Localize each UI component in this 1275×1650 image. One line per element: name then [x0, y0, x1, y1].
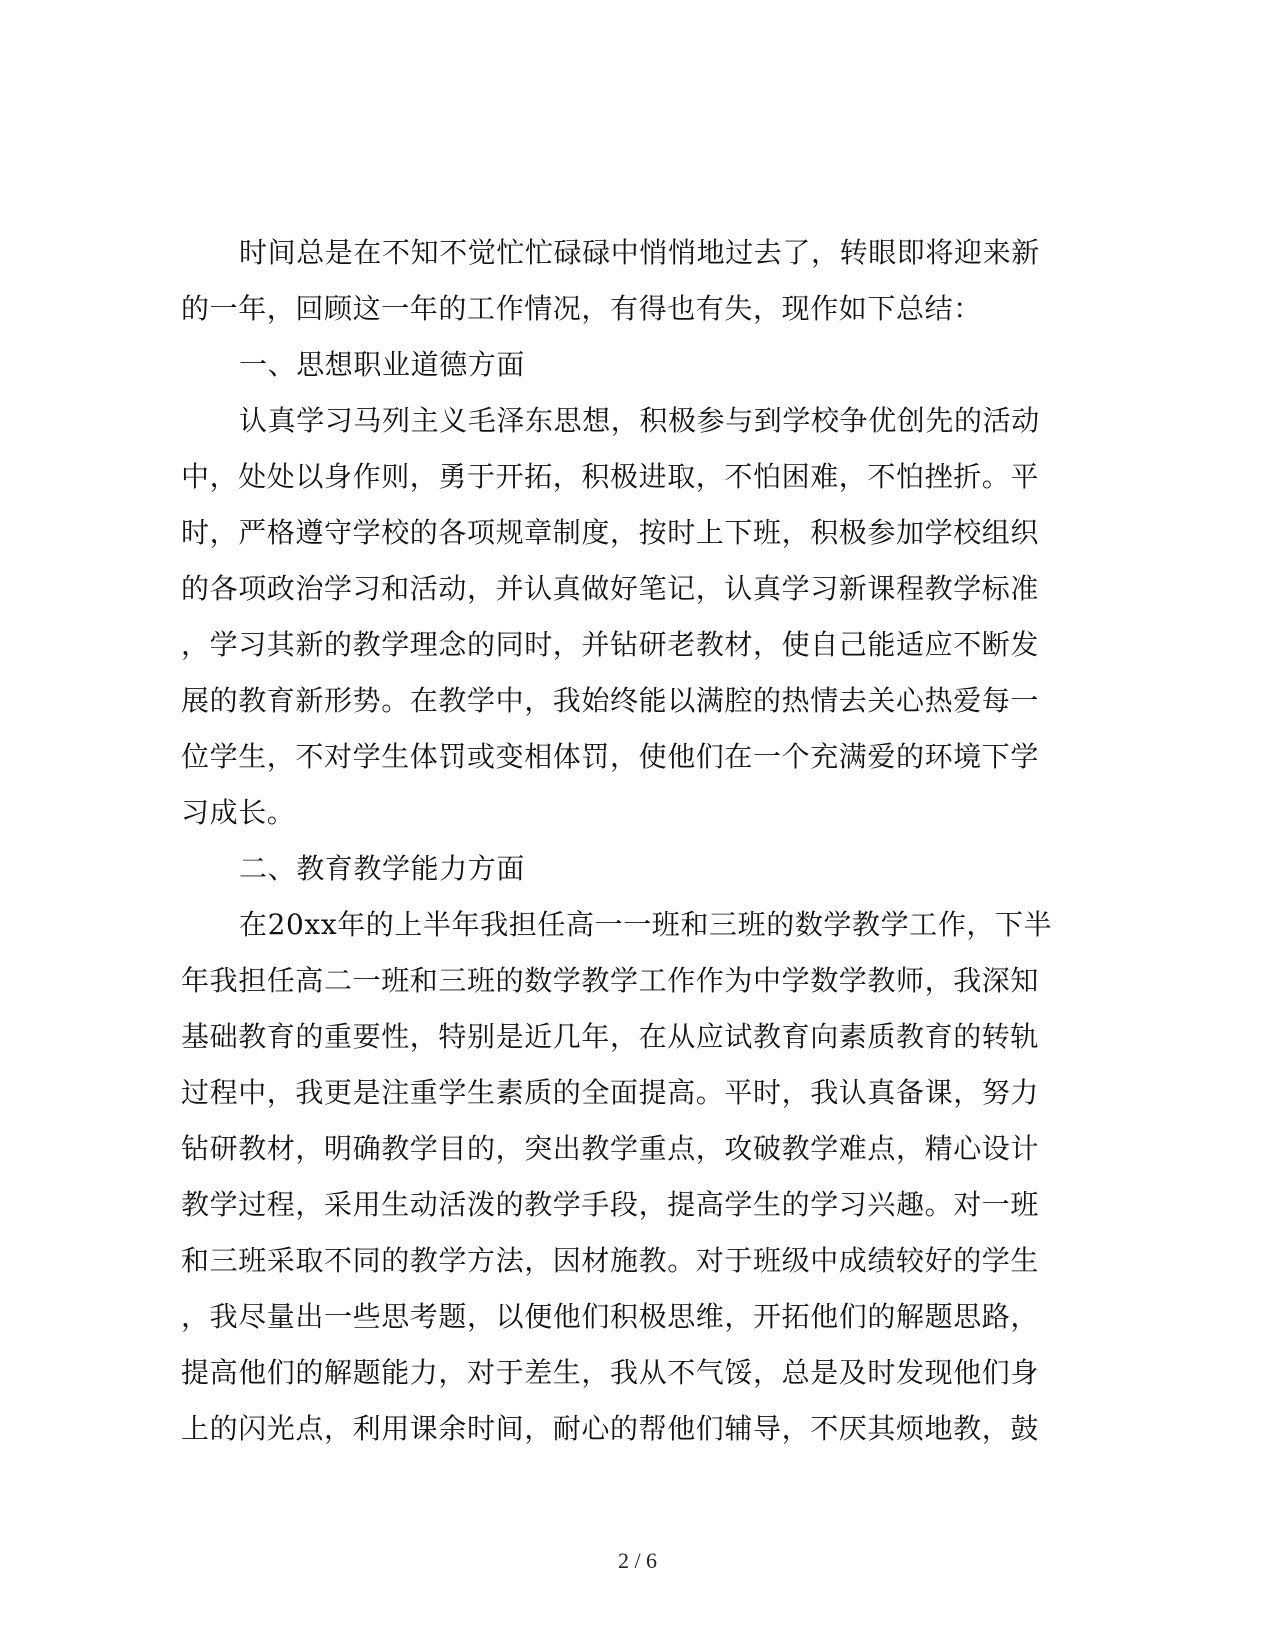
text-line: 的一年，回顾这一年的工作情况，有得也有失，现作如下总结： — [181, 292, 982, 325]
text-line: 提高他们的解题能力，对于差生，我从不气馁，总是及时发现他们身 — [181, 1356, 1040, 1389]
text-line: 年我担任高二一班和三班的数学教学工作作为中学数学教师，我深知 — [181, 964, 1040, 997]
text-line: 过程中，我更是注重学生素质的全面提高。平时，我认真备课，努力 — [181, 1076, 1040, 1109]
text-line: 位学生，不对学生体罚或变相体罚，使他们在一个充满爱的环境下学 — [181, 740, 1040, 773]
text-line: 时，严格遵守学校的各项规章制度，按时上下班，积极参加学校组织 — [181, 516, 1040, 549]
text-line: 在20xx年的上半年我担任高一一班和三班的数学教学工作，下半 — [239, 908, 1053, 941]
text-line: 上的闪光点，利用课余时间，耐心的帮他们辅导，不厌其烦地教，鼓 — [181, 1412, 1040, 1445]
text-line: ，学习其新的教学理念的同时，并钻研老教材，使自己能适应不断发 — [181, 628, 1040, 661]
text-line: 教学过程，采用生动活泼的教学手段，提高学生的学习兴趣。对一班 — [181, 1188, 1040, 1221]
document-body — [181, 225, 1061, 1457]
text-line: 的各项政治学习和活动，并认真做好笔记，认真学习新课程教学标准 — [181, 572, 1040, 605]
page-number: 2 / 6 — [617, 1548, 658, 1573]
text-line: 基础教育的重要性，特别是近几年，在从应试教育向素质教育的转轨 — [181, 1020, 1040, 1053]
text-line: 认真学习马列主义毛泽东思想，积极参与到学校争优创先的活动 — [239, 404, 1040, 437]
text-line: 时间总是在不知不觉忙忙碌碌中悄悄地过去了，转眼即将迎来新 — [239, 236, 1040, 269]
text-line: 展的教育新形势。在教学中，我始终能以满腔的热情去关心热爱每一 — [181, 684, 1040, 717]
text-line: 习成长。 — [181, 796, 296, 829]
text-line: ，我尽量出一些思考题，以便他们积极思维，开拓他们的解题思路， — [181, 1300, 1040, 1333]
text-line: 和三班采取不同的教学方法，因材施教。对于班级中成绩较好的学生 — [181, 1244, 1040, 1277]
text-line: 钻研教材，明确教学目的，突出教学重点，攻破教学难点，精心设计 — [181, 1132, 1040, 1165]
section-heading: 一、思想职业道德方面 — [239, 348, 526, 381]
text-line: 中，处处以身作则，勇于开拓，积极进取，不怕困难，不怕挫折。平 — [181, 460, 1040, 493]
section-heading: 二、教育教学能力方面 — [239, 852, 526, 885]
